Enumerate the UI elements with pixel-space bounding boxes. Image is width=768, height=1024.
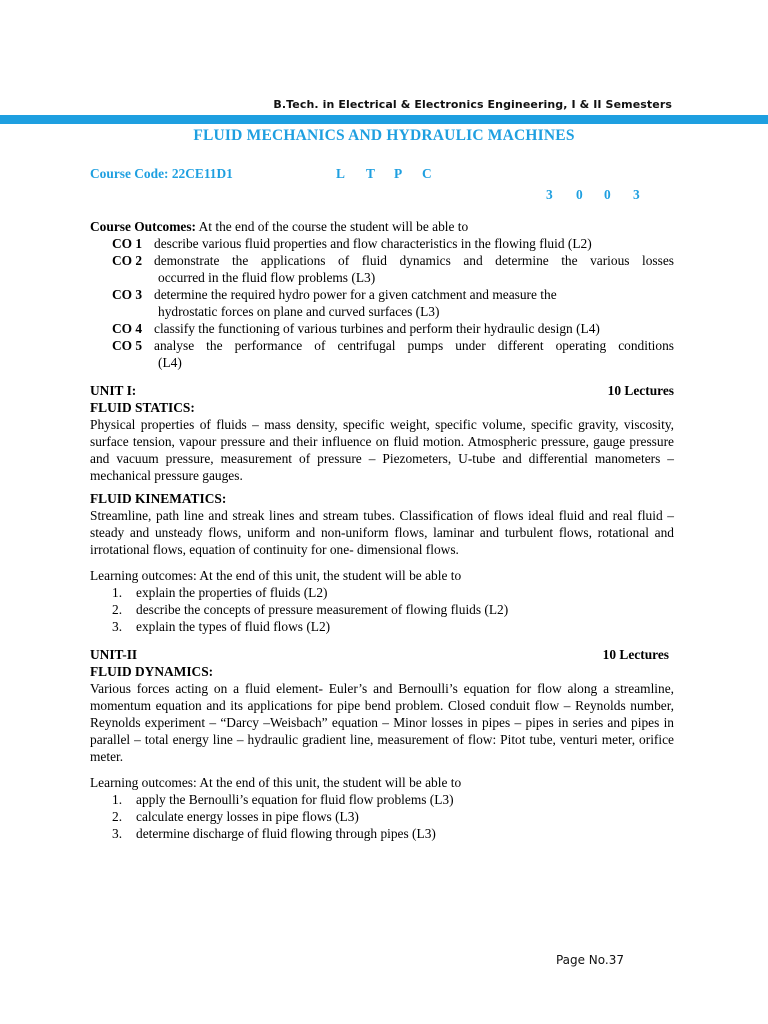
unit-2-learning-outcomes-intro: Learning outcomes: At the end of this unit, the student will be able to [90, 775, 462, 790]
co-item [90, 337, 674, 354]
ltpc-value-p: 0 [604, 187, 611, 202]
course-title: FLUID MECHANICS AND HYDRAULIC MACHINES [193, 127, 575, 144]
co-text: determine the required hydro power for a given catchment and measure the [154, 287, 557, 302]
unit-1-learning-outcomes [90, 584, 674, 635]
unit-2-learning-outcomes [90, 791, 674, 842]
co-continuation: (L4) [158, 355, 182, 370]
list-text: explain the types of fluid flows (L2) [136, 619, 331, 634]
list-text: determine discharge of fluid flowing through pipes (L3) [136, 826, 436, 841]
co-id: CO 1 [112, 236, 143, 251]
co-text: describe various fluid properties and flow characteristics in the flowing fluid (L2) [154, 236, 592, 251]
co-id: CO 3 [112, 287, 143, 302]
fluid-dynamics-text: Various forces acting on a fluid element- Euler’s and Bernoulli’s equation for flow along a streamline, momentum equation and its applications for pipe bend problem. Closed conduit flow – Reynolds number, Reynolds experiment – “Darcy –Weisbach” equation – Minor losses in pipes – pipes in series and pipes in parallel – total energy line – hydraulic gradient line, measurement of flow: Pitot tube, venturi meter, orifice meter. [90, 681, 674, 764]
header-rule [0, 115, 768, 124]
course-outcomes-intro [90, 218, 674, 235]
co-id: CO 4 [112, 321, 143, 336]
list-text: describe the concepts of pressure measurement of flowing fluids (L2) [136, 602, 509, 617]
list-text: calculate energy losses in pipe flows (L3) [136, 809, 359, 824]
fluid-kinematics-text: Streamline, path line and streak lines and stream tubes. Classification of flows ideal fluid and real fluid – steady and unsteady flows, uniform and non-uniform flows, laminar and turbulent flows, rotational and irrotational flows, equation of continuity for one- dimensional flows. [90, 508, 674, 557]
ltpc-value-c: 3 [633, 187, 640, 202]
ltpc-label-l: L [336, 166, 345, 181]
ltpc-label-t: T [366, 166, 375, 181]
ltpc-value-t: 0 [576, 187, 583, 202]
list-number: 1. [112, 585, 123, 600]
list-item [90, 808, 674, 825]
unit-1-heading [90, 382, 674, 399]
fluid-statics-text: Physical properties of fluids – mass density, specific weight, specific volume, specific gravity, viscosity, surface tension, vapour pressure and their influence on fluid motion. Atmospheric pressure, gauge pressure and vacuum pressure, measurement of pressure – Piezometers, U-tube and differential manometers – mechanical pressure gauges. [90, 417, 674, 483]
co-text: analyse the performance of centrifugal pumps under different operating conditions [154, 338, 674, 353]
list-item [90, 601, 674, 618]
list-text: explain the properties of fluids (L2) [136, 585, 328, 600]
list-item [90, 618, 674, 635]
course-outcomes-intro-text: At the end of the course the student will be able to [196, 219, 469, 234]
list-number: 1. [112, 792, 123, 807]
co-item [90, 320, 674, 337]
unit-2-label: UNIT-II [90, 647, 138, 662]
unit-2-lectures: 10 Lectures [602, 647, 669, 662]
list-number: 3. [112, 619, 123, 634]
ltpc-value-l: 3 [546, 187, 553, 202]
list-item [90, 825, 674, 842]
co-id: CO 5 [112, 338, 143, 353]
fluid-dynamics-heading: FLUID DYNAMICS: [90, 664, 214, 679]
fluid-kinematics-heading: FLUID KINEMATICS: [90, 491, 227, 506]
page-number: Page No.37 [555, 953, 624, 967]
list-number: 2. [112, 602, 123, 617]
co-text: classify the functioning of various turbines and perform their hydraulic design (L4) [154, 321, 600, 336]
unit-1-lectures: 10 Lectures [607, 383, 674, 398]
course-outcomes-label: Course Outcomes: [90, 219, 196, 234]
course-outcomes-section [90, 218, 674, 371]
co-item [90, 235, 674, 252]
ltpc-label-p: P [394, 166, 403, 181]
unit-2-section [90, 646, 674, 842]
fluid-statics-heading: FLUID STATICS: [90, 400, 195, 415]
co-id: CO 2 [112, 253, 143, 268]
list-number: 2. [112, 809, 123, 824]
list-number: 3. [112, 826, 123, 841]
unit-1-section [90, 382, 674, 635]
list-item [90, 584, 674, 601]
co-text: demonstrate the applications of fluid dynamics and determine the various losses [154, 253, 674, 268]
unit-1-learning-outcomes-intro: Learning outcomes: At the end of this unit, the student will be able to [90, 568, 462, 583]
co-item [90, 286, 674, 303]
list-item [90, 791, 674, 808]
unit-1-label: UNIT I: [90, 383, 137, 398]
list-text: apply the Bernoulli’s equation for fluid flow problems (L3) [136, 792, 454, 807]
co-item [90, 252, 674, 269]
ltpc-label-c: C [422, 166, 432, 181]
page-header: B.Tech. in Electrical & Electronics Engineering, I & II Semesters [273, 98, 672, 111]
course-code: Course Code: 22CE11D1 [90, 166, 233, 181]
co-continuation: hydrostatic forces on plane and curved surfaces (L3) [158, 304, 440, 319]
co-continuation: occurred in the fluid flow problems (L3) [158, 270, 376, 285]
unit-2-heading [90, 646, 674, 663]
